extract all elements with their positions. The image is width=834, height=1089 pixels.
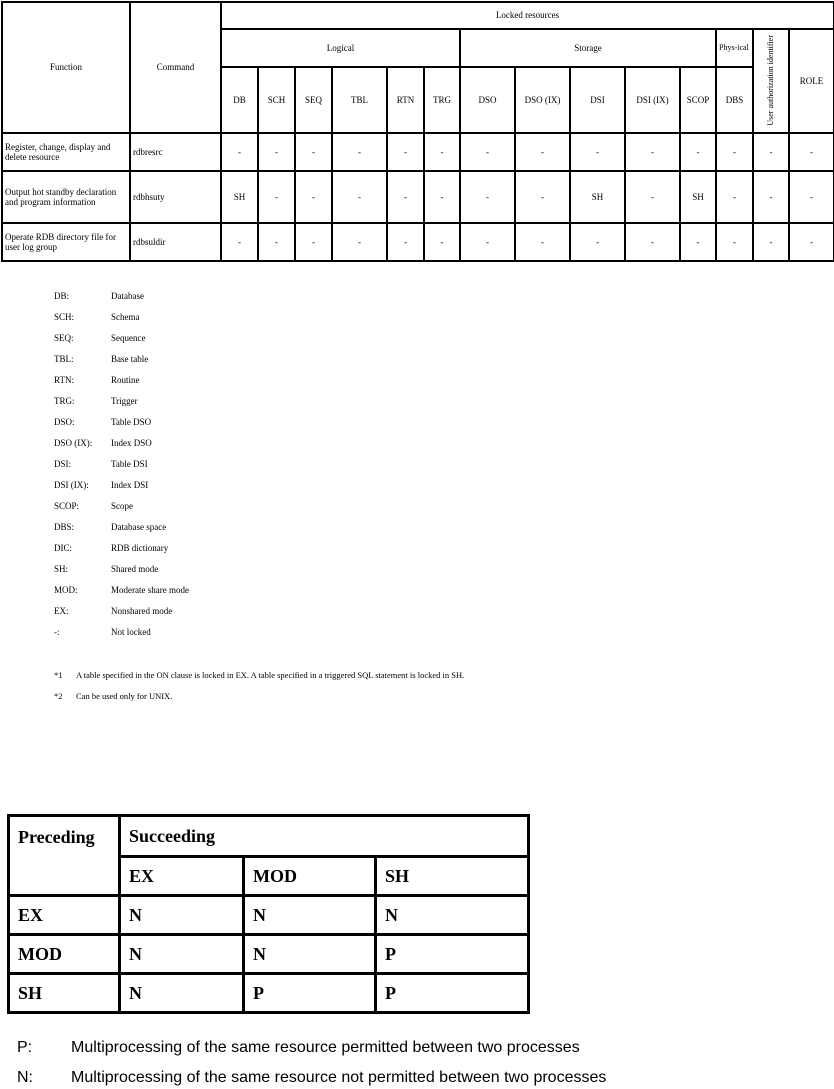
column-header: SCH	[258, 67, 295, 133]
legend-abbr: -:	[54, 627, 60, 637]
lock-cell: -	[332, 223, 387, 261]
command-cell: rdbsuldir	[130, 223, 221, 261]
legend-desc: Database space	[111, 522, 167, 532]
compat-header-preceding: Preceding	[9, 816, 120, 896]
lock-cell: -	[258, 171, 295, 223]
lock-cell: -	[753, 133, 789, 171]
header-storage: Storage	[460, 29, 716, 67]
compat-row	[9, 974, 529, 1013]
header-physical: Phys-ical	[716, 29, 753, 67]
lock-cell: -	[295, 171, 332, 223]
lock-cell: -	[515, 133, 570, 171]
compat-cell: N	[244, 896, 376, 935]
function-cell: Register, change, display and delete resource	[2, 133, 130, 171]
legend-desc: Nonshared mode	[111, 606, 173, 616]
legend-abbr: SH:	[54, 564, 69, 574]
lock-cell: -	[295, 133, 332, 171]
legend-desc: Database	[111, 291, 144, 301]
legend-abbr: DSO (IX):	[54, 438, 93, 448]
lock-cell: -	[789, 171, 834, 223]
column-header: DSI (IX)	[625, 67, 680, 133]
compat-row-label: SH	[9, 974, 120, 1013]
lock-cell: -	[716, 171, 753, 223]
compat-header-succeeding: Succeeding	[120, 816, 529, 857]
lock-cell: -	[753, 223, 789, 261]
legend-desc: Routine	[111, 375, 140, 385]
legend-desc: RDB dictionary	[111, 543, 169, 553]
column-header: TBL	[332, 67, 387, 133]
legend-desc: Table DSO	[111, 417, 152, 427]
legend-desc: Moderate share mode	[111, 585, 189, 595]
compat-col-mod: MOD	[244, 857, 376, 896]
lock-cell: -	[625, 133, 680, 171]
compat-cell: N	[244, 935, 376, 974]
compat-key-p: P: Multiprocessing of the same resource permitted between two processes	[17, 1039, 580, 1056]
function-cell: Output hot standby declaration and program information	[2, 171, 130, 223]
legend-abbr: DB:	[54, 291, 70, 301]
lock-cell: -	[295, 223, 332, 261]
lock-cell: -	[716, 133, 753, 171]
legend-desc: Not locked	[111, 627, 151, 637]
lock-cell: -	[570, 133, 625, 171]
column-header: SCOP	[680, 67, 716, 133]
compat-cell: N	[376, 896, 529, 935]
legend-abbr: DSO:	[54, 417, 75, 427]
lock-cell: -	[332, 171, 387, 223]
header-logical: Logical	[221, 29, 460, 67]
lock-cell: -	[789, 223, 834, 261]
column-header: SEQ	[295, 67, 332, 133]
footnote-1: *1 A table specified in the ON clause is locked in EX. A table specified in a triggered SQL statement is locked in SH.	[54, 670, 465, 680]
legend-desc: Shared mode	[111, 564, 159, 574]
lock-cell: -	[753, 171, 789, 223]
lock-cell: -	[625, 223, 680, 261]
compat-row	[9, 935, 529, 974]
legend-abbr: MOD:	[54, 585, 78, 595]
header-locked-resources: Locked resources	[221, 2, 834, 29]
table-row	[2, 133, 834, 171]
lock-cell: -	[332, 133, 387, 171]
legend-desc: Base table	[111, 354, 149, 364]
legend-abbr: TRG:	[54, 396, 75, 406]
locked-resources-table	[1, 1, 834, 262]
compat-row-label: EX	[9, 896, 120, 935]
command-cell: rdbresrc	[130, 133, 221, 171]
legend-abbr: DBS:	[54, 522, 75, 532]
compat-cell: P	[244, 974, 376, 1013]
lock-cell: -	[716, 223, 753, 261]
function-cell: Operate RDB directory file for user log group	[2, 223, 130, 261]
lock-cell: -	[387, 223, 424, 261]
legend-abbr: DSI (IX):	[54, 480, 89, 490]
legend-desc: Index DSI	[111, 480, 149, 490]
legend-abbr: TBL:	[54, 354, 74, 364]
lock-cell: -	[221, 223, 258, 261]
compat-cell: P	[376, 974, 529, 1013]
compat-col-ex: EX	[120, 857, 244, 896]
lock-cell: -	[258, 133, 295, 171]
compat-col-sh: SH	[376, 857, 529, 896]
column-header: DBS	[716, 67, 753, 133]
legend-abbr: SCH:	[54, 312, 75, 322]
lock-cell: -	[515, 223, 570, 261]
header-user-authorization: User authorization identifier	[753, 29, 789, 133]
legend-desc: Scope	[111, 501, 133, 511]
legend-desc: Table DSI	[111, 459, 148, 469]
lock-cell: -	[625, 171, 680, 223]
column-header: RTN	[387, 67, 424, 133]
legend-abbr: SCOP:	[54, 501, 80, 511]
legend-abbr: SEQ:	[54, 333, 74, 343]
legend-desc: Index DSO	[111, 438, 152, 448]
lock-cell: -	[424, 171, 460, 223]
lock-cell: -	[680, 133, 716, 171]
lock-cell: -	[515, 171, 570, 223]
legend-abbr: EX:	[54, 606, 69, 616]
legend-desc: Schema	[111, 312, 140, 322]
legend-desc: Sequence	[111, 333, 146, 343]
compat-row-label: MOD	[9, 935, 120, 974]
table-row	[2, 223, 834, 261]
lock-cell: -	[424, 133, 460, 171]
lock-cell: SH	[221, 171, 258, 223]
compat-key-n: N: Multiprocessing of the same resource not permitted between two processes	[17, 1069, 607, 1086]
lock-cell: -	[680, 223, 716, 261]
header-command: Command	[130, 2, 221, 133]
lock-compatibility-table	[7, 814, 530, 1014]
lock-cell: SH	[680, 171, 716, 223]
compat-cell: N	[120, 974, 244, 1013]
lock-cell: -	[460, 133, 515, 171]
column-header: DSO (IX)	[515, 67, 570, 133]
column-header: DSO	[460, 67, 515, 133]
lock-cell: -	[570, 223, 625, 261]
compat-row	[9, 896, 529, 935]
legend-abbr: DIC:	[54, 543, 72, 553]
legend-abbr: RTN:	[54, 375, 74, 385]
compat-cell: N	[120, 935, 244, 974]
legend-desc: Trigger	[111, 396, 138, 406]
lock-cell: -	[460, 223, 515, 261]
lock-cell: -	[221, 133, 258, 171]
lock-cell: -	[789, 133, 834, 171]
lock-cell: -	[258, 223, 295, 261]
header-function: Function	[2, 2, 130, 133]
column-header: TRG	[424, 67, 460, 133]
lock-cell: -	[424, 223, 460, 261]
footnote-2: *2 Can be used only for UNIX.	[54, 691, 173, 701]
header-role: ROLE	[789, 29, 834, 133]
command-cell: rdbhsuty	[130, 171, 221, 223]
lock-cell: -	[460, 171, 515, 223]
lock-cell: -	[387, 171, 424, 223]
compat-cell: N	[120, 896, 244, 935]
lock-cell: SH	[570, 171, 625, 223]
column-header: DSI	[570, 67, 625, 133]
lock-cell: -	[387, 133, 424, 171]
column-header: DB	[221, 67, 258, 133]
table-row	[2, 171, 834, 223]
legend-abbr: DSI:	[54, 459, 72, 469]
compat-cell: P	[376, 935, 529, 974]
